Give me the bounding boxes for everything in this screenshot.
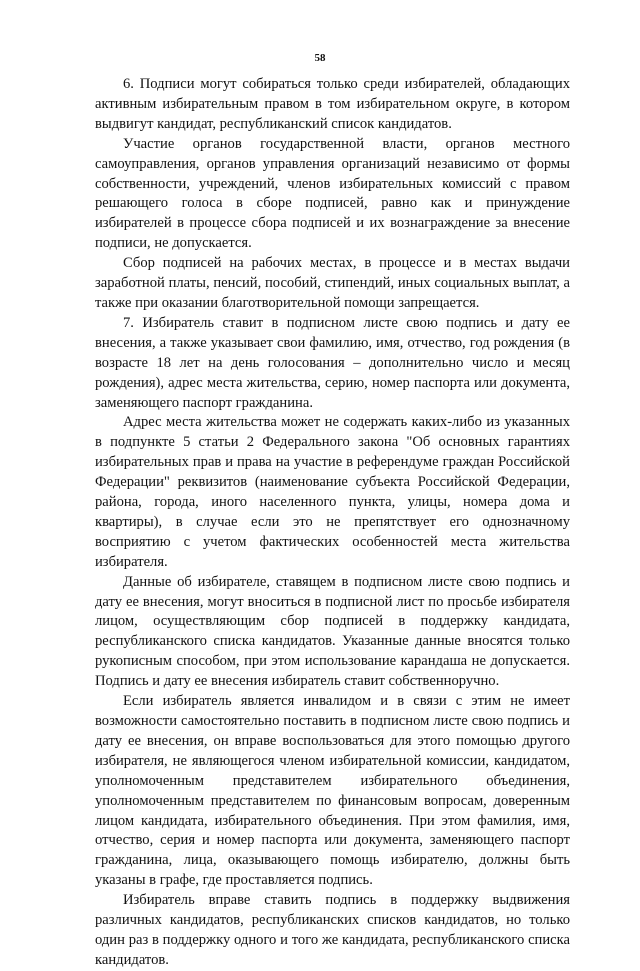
body-text <box>95 75 570 971</box>
paragraph-5: Адрес места жительства может не содержать каких-либо из указанных в подпункте 5 статьи 2 Федерального закона "Об основных гарантиях избирательных прав и права на участие в референдуме граждан Российской Федерации" реквизитов (наименование субъекта Российской Федерации, района, города, иного населенного пункта, улицы, номера дома и квартиры), в случае если это не препятствует его однозначному восприятию с учетом фактических особенностей места жительства избирателя. <box>95 414 570 570</box>
paragraph-7: Если избиратель является инвалидом и в связи с этим не имеет возможности самостоятельно поставить в подписном листе свою подпись и дату ее внесения, он вправе воспользоваться для этого помощью другого избирателя, не являющегося членом избирательной комиссии, кандидатом, уполномоченным представителем избирательного объединения, уполномоченным представителем по финансовым вопросам, доверенным лицом кандидата, избирательного объединения. При этом фамилия, имя, отчество, серия и номер паспорта или документа, заменяющего паспорт гражданина, лица, оказывающего помощь избирателю, должны быть указаны в графе, где проставляется подпись. <box>95 693 570 889</box>
paragraph-1: 6. Подписи могут собираться только среди избирателей, обладающих активным избирательным правом в том избирательном округе, в котором выдвигут кандидат, республиканский список кандидатов. <box>95 76 570 132</box>
paragraph-6: Данные об избирателе, ставящем в подписном листе свою подпись и дату ее внесения, могут вноситься в подписной лист по просьбе избирателя лицом, осуществляющим сбор подписей в поддержку кандидата, республиканского списка кандидатов. Указанные данные вносятся только рукописным способом, при этом использование карандаша не допускается. Подпись и дату ее внесения избиратель ставит собственноручно. <box>95 573 570 690</box>
paragraph-3: Сбор подписей на рабочих местах, в процессе и в местах выдачи заработной платы, пенсий, пособий, стипендий, иных социальных выплат, а также при оказании благотворительной помощи запрещается. <box>95 255 570 311</box>
paragraph-2: Участие органов государственной власти, органов местного самоуправления, органов управления организаций независимо от формы собственности, учреждений, членов избирательных комиссий с правом решающего голоса в сборе подписей, равно как и принуждение избирателей в процессе сбора подписей и их вознаграждение за внесение подписи, не допускается. <box>95 135 570 252</box>
paragraph-4: 7. Избиратель ставит в подписном листе свою подпись и дату ее внесения, а также указывает свои фамилию, имя, отчество, год рождения (в возрасте 18 лет на день голосования – дополнительно число и месяц рождения), адрес места жительства, серию, номер паспорта или документа, заменяющего паспорт гражданина. <box>95 314 570 411</box>
page-number: 58 <box>314 52 326 64</box>
paragraph-8: Избиратель вправе ставить подпись в поддержку выдвижения различных кандидатов, республиканских списков кандидатов, но только один раз в поддержку одного и того же кандидата, республиканского списка кандидатов. <box>95 892 570 968</box>
